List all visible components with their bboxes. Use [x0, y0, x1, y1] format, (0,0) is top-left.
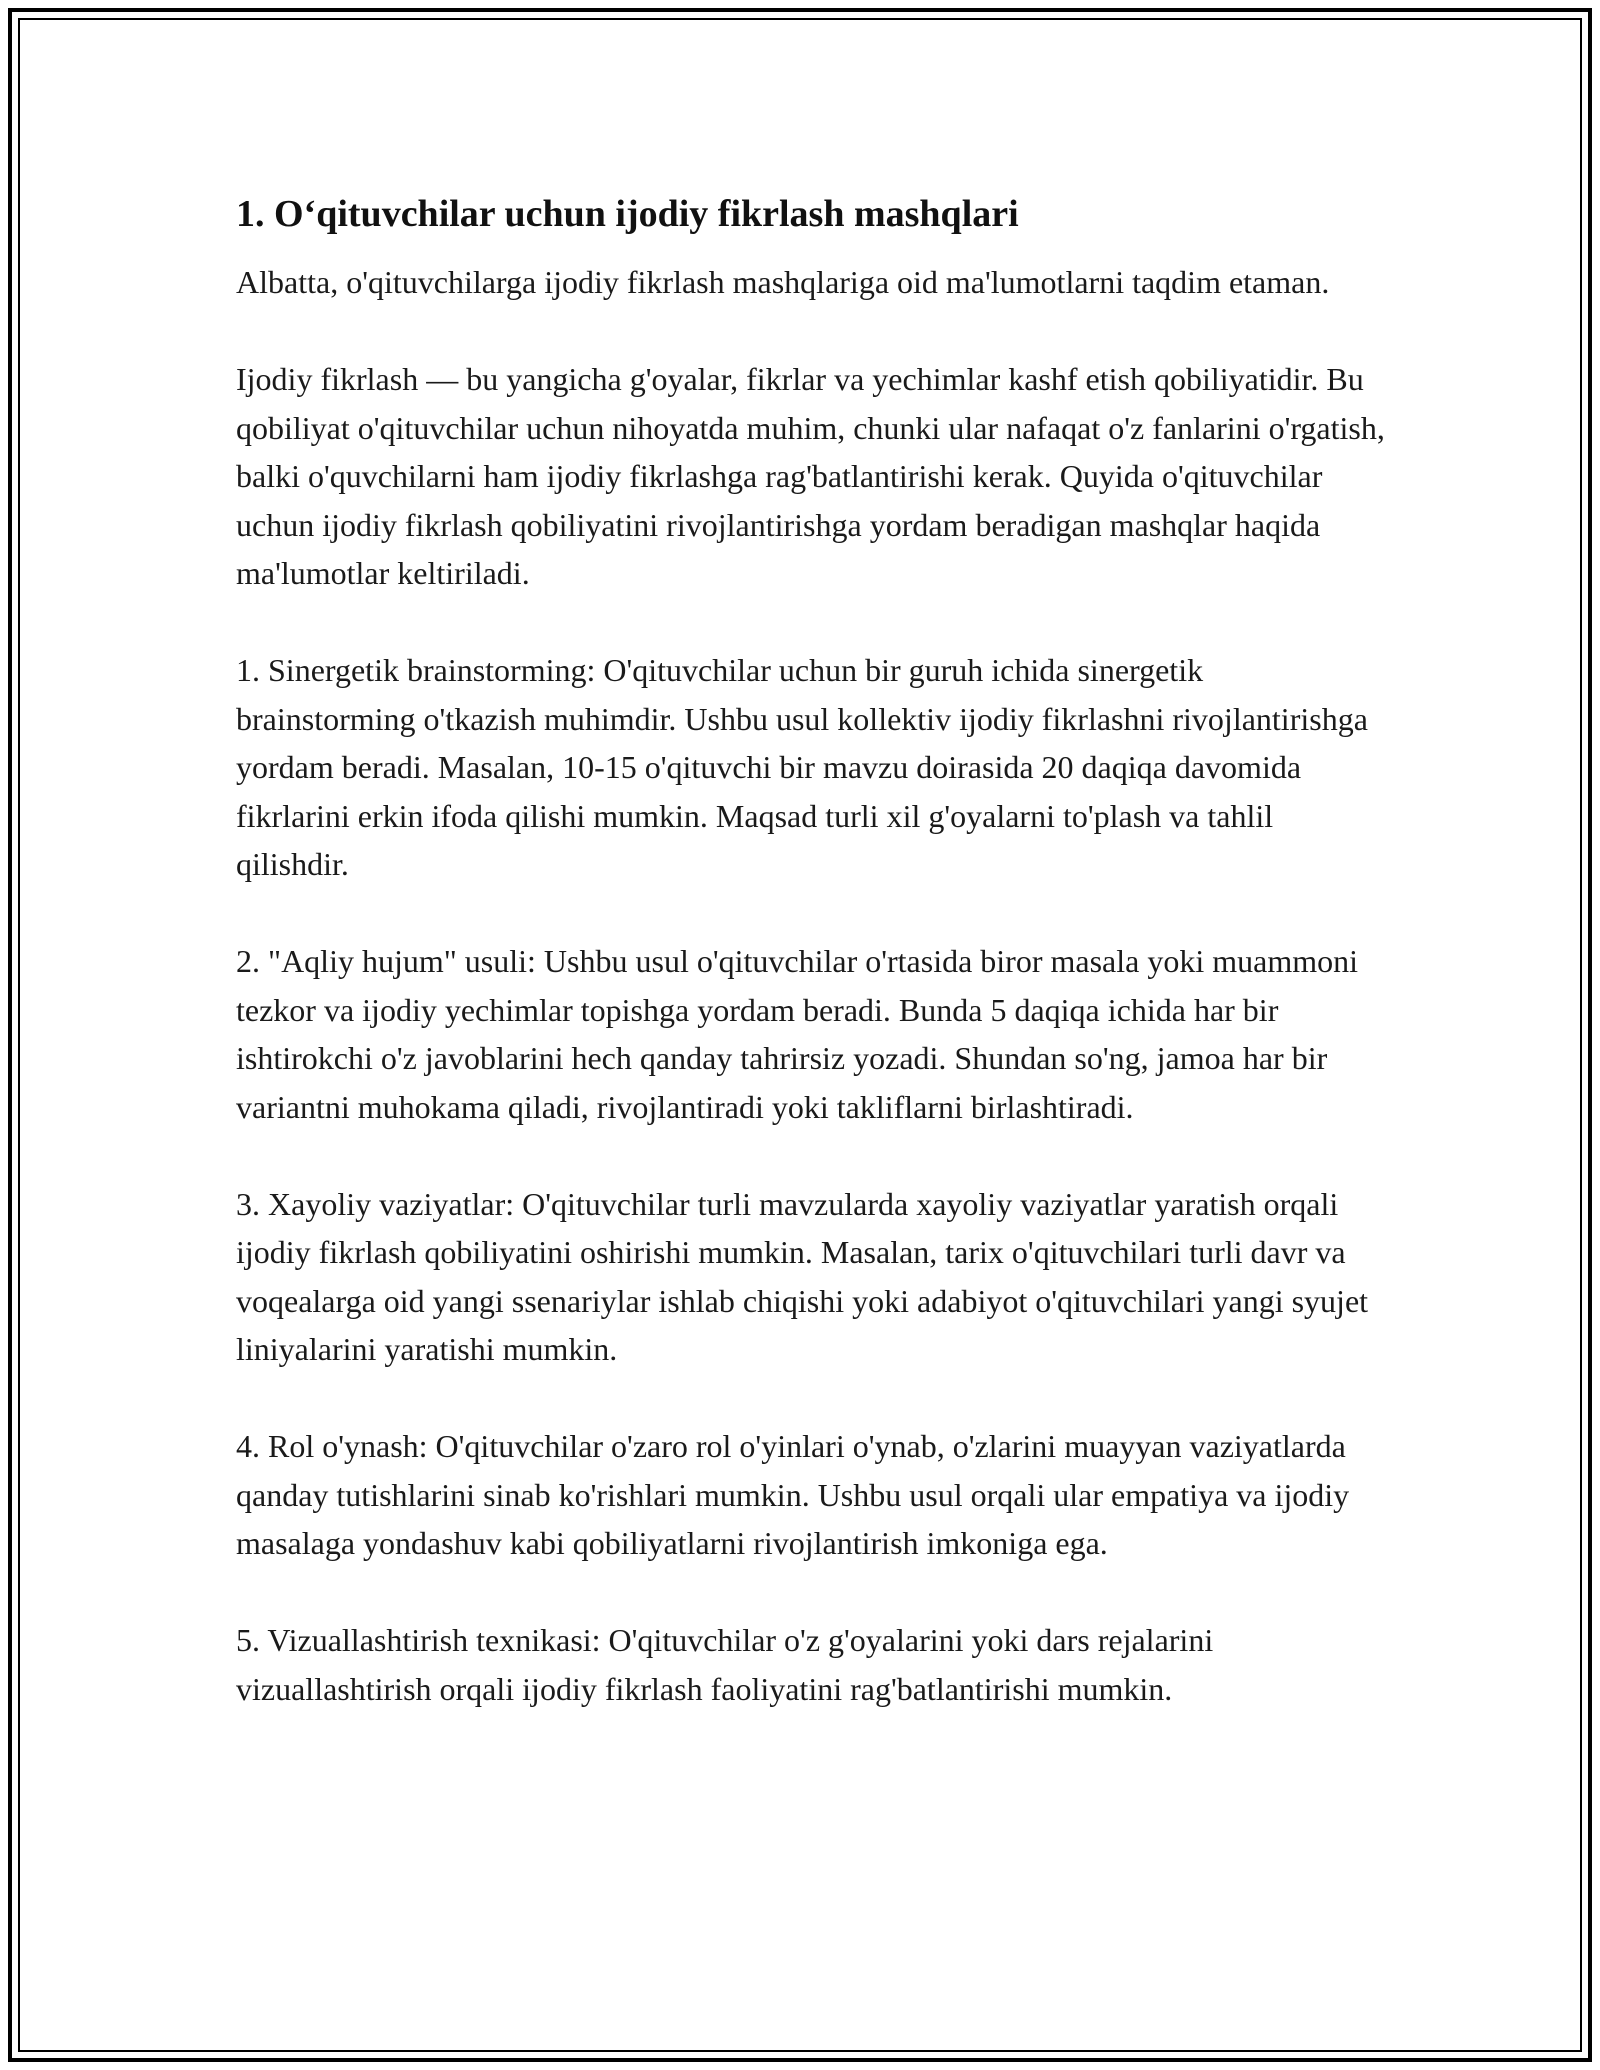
paragraph-item-3: 3. Xayoliy vaziyatlar: O'qituvchilar turli mavzularda xayoliy vaziyatlar yaratish orqali ijodiy fikrlash qobiliyatini oshirishi mumkin. Masalan, tarix o'qituvchilari turli davr va voqealarga oid yangi ssenariylar ishlab chiqishi yoki adabiyot o'qituvchilari yangi syujet liniyalarini yaratishi mumkin.	[236, 1185, 1369, 1367]
paragraph-item-1: 1. Sinergetik brainstorming: O'qituvchilar uchun bir guruh ichida sinergetik brainstorming o'tkazish muhimdir. Ushbu usul kollektiv ijodiy fikrlashni rivojlantirishga yordam beradi. Masalan, 10-15 o'qituvchi bir mavzu doirasida 20 daqiqa davomida fikrlarini erkin ifoda qilishi mumkin. Maqsad turli xil g'oyalarni to'plash va tahlil qilishdir.	[236, 652, 1368, 882]
paragraph-item-4: 4. Rol o'ynash: O'qituvchilar o'zaro rol o'yinlari o'ynab, o'zlarini muayyan vaziyatlarda qanday tutishlarini sinab ko'rishlari mumkin. Ushbu usul orqali ular empatiya va ijodiy masalaga yondashuv kabi qobiliyatlarni rivojlantirish imkoniga ega.	[236, 1428, 1350, 1561]
paragraph-intro: Albatta, o'qituvchilarga ijodiy fikrlash mashqlariga oid ma'lumotlarni taqdim etaman.	[236, 264, 1330, 300]
document-title: 1. O‘qituvchilar uchun ijodiy fikrlash mashqlari	[236, 193, 1019, 235]
paragraph-definition: Ijodiy fikrlash — bu yangicha g'oyalar, fikrlar va yechimlar kashf etish qobiliyatidir. Bu qobiliyat o'qituvchilar uchun nihoyatda muhim, chunki ular nafaqat o'z fanlarini o'rgatish, balki o'quvchilarni ham ijodiy fikrlashga rag'batlantirishi kerak. Quyida o'qituvchilar uchun ijodiy fikrlash qobiliyatini rivojlantirishga yordam beradigan mashqlar haqida ma'lumotlar keltiriladi.	[236, 361, 1385, 591]
document-body	[236, 186, 1386, 1713]
paragraph-item-5: 5. Vizuallashtirish texnikasi: O'qituvchilar o'z g'oyalarini yoki dars rejalarini vizuallashtirish orqali ijodiy fikrlash faoliyatini rag'batlantirishi mumkin.	[236, 1622, 1214, 1707]
paragraph-item-2: 2. "Aqliy hujum" usuli: Ushbu usul o'qituvchilar o'rtasida biror masala yoki muammoni tezkor va ijodiy yechimlar topishga yordam beradi. Bunda 5 daqiqa ichida har bir ishtirokchi o'z javoblarini hech qanday tahrirsiz yozadi. Shundan so'ng, jamoa har bir variantni muhokama qiladi, rivojlantiradi yoki takliflarni birlashtiradi.	[236, 943, 1358, 1125]
